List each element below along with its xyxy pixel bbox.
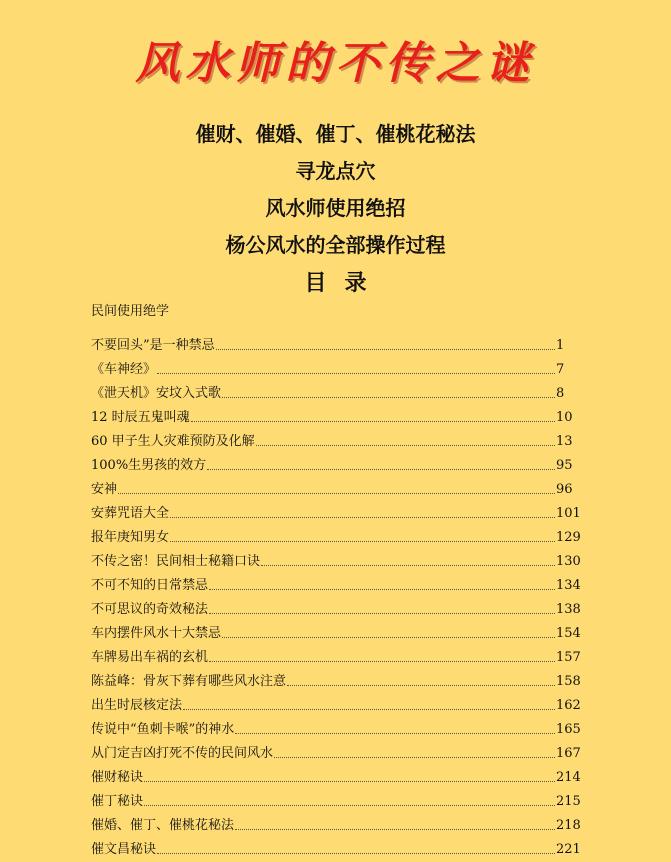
toc-leader-dots [216,348,555,350]
subtitle-block [0,116,671,264]
toc-entry[interactable] [91,570,581,594]
toc-entry[interactable] [91,786,581,810]
toc-entry-page: 158 [556,674,581,689]
toc-entry-page: 101 [556,506,581,521]
toc-entry-page: 13 [556,434,573,449]
toc-entry-title: 陈益峰：骨灰下葬有哪些风水注意 [91,674,287,689]
toc-leader-dots [207,468,555,470]
toc-entry-page: 96 [556,482,573,497]
toc-entry-title: 车内摆件风水十大禁忌 [91,626,222,641]
toc-entry-page: 7 [556,362,565,377]
subtitle: 寻龙点穴 [295,159,376,183]
toc-entry-page: 130 [556,554,581,569]
toc-entry-title: 车牌易出车祸的玄机 [91,650,209,665]
toc-entry-page: 218 [556,818,581,833]
toc-entry[interactable] [91,594,581,618]
toc-entry-page: 215 [556,794,581,809]
toc-leader-dots [222,396,555,398]
toc-leader-dots [274,756,555,758]
toc-entry-title: 100%生男孩的效方 [91,458,207,473]
toc-entry-page: 10 [556,410,573,425]
toc-leader-dots [235,732,555,734]
toc-entry[interactable] [91,666,581,690]
toc-entry-title: 《泄天机》安坟入式歌 [91,386,222,401]
toc-entry[interactable] [91,450,578,474]
toc-entry-title: 报年庚知男女 [91,530,170,545]
section-label: 民间使用绝学 [91,304,170,319]
toc-entry-page: 154 [556,626,581,641]
toc-entry-page: 8 [556,386,565,401]
toc-entry[interactable] [91,642,581,666]
toc-leader-dots [170,516,555,518]
toc-entry-page: 214 [556,770,581,785]
toc-leader-dots [209,588,555,590]
toc-leader-dots [209,612,555,614]
toc-leader-dots [287,684,555,686]
toc-entry[interactable] [91,834,581,858]
toc-leader-dots [261,564,555,566]
toc-entry[interactable] [91,402,578,426]
toc-entry[interactable] [91,522,581,546]
toc-entry[interactable] [91,426,578,450]
toc-entry-title: 不可不知的日常禁忌 [91,578,209,593]
toc-entry-page: 129 [556,530,581,545]
toc-leader-dots [222,636,555,638]
toc-entry-page: 162 [556,698,581,713]
toc-leader-dots [144,780,555,782]
subtitle: 风水师使用绝招 [265,196,406,220]
toc-entry[interactable] [91,378,578,402]
toc-entry-title: 安葬咒语大全 [91,506,170,521]
toc-leader-dots [170,540,555,542]
subtitle: 催财、催婚、催丁、催桃花秘法 [195,122,476,146]
toc-entry[interactable] [91,354,578,378]
toc-entry[interactable] [91,810,581,834]
toc-entry-title: 催婚、催丁、催桃花秘法 [91,818,235,833]
toc-entry-page: 221 [556,842,581,857]
toc-leader-dots [256,444,555,446]
toc-entry[interactable] [91,714,581,738]
toc-leader-dots [118,492,555,494]
toc-entry[interactable] [91,498,581,522]
toc-entry[interactable] [91,546,581,570]
toc-entry-page: 95 [556,458,573,473]
toc-entry[interactable] [91,474,578,498]
subtitle: 杨公风水的全部操作过程 [225,233,446,257]
toc-leader-dots [183,708,555,710]
toc-entry-page: 138 [556,602,581,617]
toc-entry-title: 催财秘诀 [91,770,144,785]
toc-leader-dots [235,828,555,830]
toc-entry-page: 1 [556,338,565,353]
toc-entry-title: 12 时辰五鬼叫魂 [91,410,190,425]
toc-leader-dots [157,372,555,374]
toc-entry[interactable] [91,618,581,642]
toc-entry-title: 催丁秘诀 [91,794,144,809]
toc-entry[interactable] [91,330,578,354]
toc-entry[interactable] [91,762,581,786]
toc-entry-title: 催文昌秘诀 [91,842,157,857]
document-title: 风水师的不传之谜 [135,38,536,89]
toc-entry-page: 165 [556,722,581,737]
toc-leader-dots [157,852,555,854]
toc-entry-page: 167 [556,746,581,761]
toc-entry-title: 不要回头”是一种禁忌 [91,338,215,353]
toc-entry-title: 《车神经》 [91,362,157,377]
toc-entry-title: 传说中“鱼刺卡喉”的神水 [91,722,235,737]
toc-leader-dots [144,804,555,806]
table-of-contents [91,330,581,858]
toc-entry-title: 从门定吉凶打死不传的民间风水 [91,746,274,761]
toc-entry-title: 60 甲子生人灾难预防及化解 [91,434,255,449]
toc-entry-page: 157 [556,650,581,665]
toc-entry-title: 出生时辰核定法 [91,698,183,713]
toc-heading: 目录 [304,271,385,296]
toc-entry-page: 134 [556,578,581,593]
toc-leader-dots [209,660,555,662]
toc-leader-dots [191,420,555,422]
toc-entry-title: 不可思议的奇效秘法 [91,602,209,617]
toc-entry-title: 安神 [91,482,118,497]
toc-entry[interactable] [91,690,581,714]
toc-entry[interactable] [91,738,581,762]
toc-entry-title: 不传之密！民间相士秘籍口诀 [91,554,261,569]
